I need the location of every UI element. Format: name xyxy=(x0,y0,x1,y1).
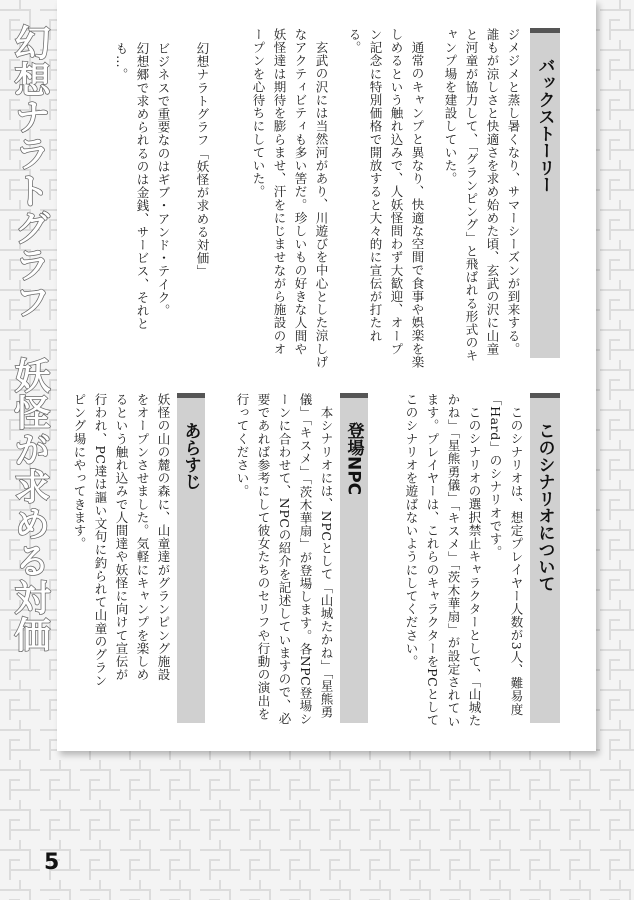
quote-line: ビジネスで重要なのはギブ・アンド・テイク。 xyxy=(156,42,171,318)
npc-text xyxy=(223,393,337,728)
quote-block xyxy=(114,42,213,362)
section-heading-backstory xyxy=(530,28,560,358)
backstory-paragraph: 玄武の沢には当然河があり、川遊びを中心とした涼しげなアクティビティも多い筈だ。珍しいもの好きな人間や妖怪達は期待を膨らませ、汗をにじませながら施設のオープンを心待ちにしていた。 xyxy=(251,28,329,368)
npc-heading-text: 登場NPC xyxy=(343,422,364,496)
side-title: 幻想ナラトグラフ 妖怪が求める対価 xyxy=(9,24,50,653)
synopsis-text xyxy=(69,393,174,693)
backstory-paragraph: ジメジメと蒸し暑くなり、サマーシーズンが到来する。誰もが涼しさと快適さを求め始めた頃、玄武の沢に山童と河童が協力して、「グランピング」と飛ばれる形式のキャンプ場を建設していた。 xyxy=(443,28,521,363)
synopsis-paragraph: 妖怪の山の麓の森に、山童達がグランピング施設をオープンさせました。気軽にキャンプを楽しめるという触れ込みで人間達や妖怪に向けて宣伝が行われ、PC達は謳い文句に釣られて山童のグランピング場にやってきます。 xyxy=(72,393,171,688)
section-heading-about xyxy=(530,393,560,723)
synopsis-heading-text: あらすじ xyxy=(180,422,201,490)
npc-paragraph: 本シナリオには、NPCとして「山城たかね」「星熊勇儀」「キスメ」「茨木華扇」が登場します。各NPC登場シーンに合わせて、NPCの紹介を記述していますので、必要であれば参考にして彼女たちのセリフや行動の演出を行ってください。 xyxy=(235,393,334,726)
quote-line: 幻想郷で求められるのは金銭、サービス、それとも…。 xyxy=(114,42,150,331)
backstory-heading-text: バックストーリー xyxy=(534,57,555,193)
section-heading-synopsis xyxy=(177,393,205,723)
backstory-paragraph: 通常のキャンプと異なり、快適な空間で食事や娯楽を楽しめるという触れ込みで、人妖怪問わず大歓迎、オープン記念に特別価格で開放すると大々的に宣伝が打たれる。 xyxy=(347,28,425,368)
about-text xyxy=(369,393,527,728)
page-number: 5 xyxy=(44,850,60,875)
section-heading-npc xyxy=(340,393,368,723)
about-paragraph: このシナリオは、想定プレイヤー人数が3人、難易度「Hard」のシナリオです。 xyxy=(488,393,524,716)
about-paragraph: このシナリオの選択禁止キャラクターとして、「山城たかね」「星熊勇儀」「キスメ」「茨木華扇」が設定されています。プレイヤーは、これらのキャラクターをPCとしてこのシナリオを遊ばないようにしてください。 xyxy=(404,393,482,728)
about-heading-text: このシナリオについて xyxy=(534,422,555,592)
content-page xyxy=(57,0,596,751)
quote-title: 幻想ナラトグラフ「妖怪が求める対価」 xyxy=(195,42,210,278)
